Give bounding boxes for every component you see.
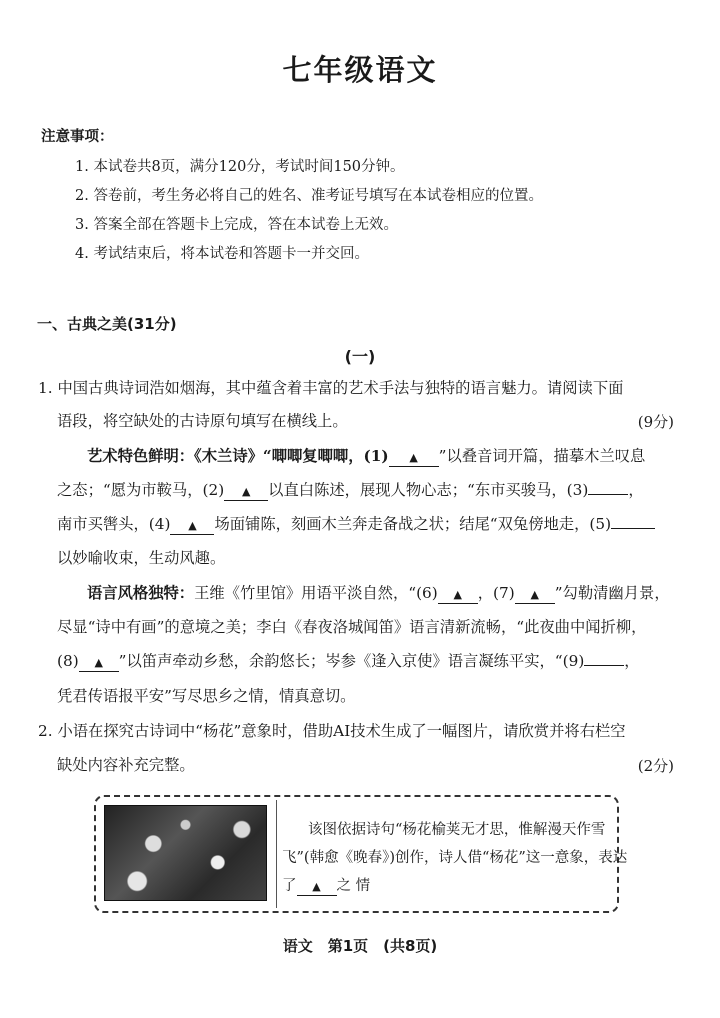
answer-blank — [389, 448, 439, 467]
answer-blank — [588, 494, 628, 495]
q2-box-text: 该图依据诗句“杨花榆荚无才思，惟解漫天作雪 — [308, 822, 606, 838]
q1-p2-label: 语言风格独特： — [87, 584, 195, 602]
q2-stem-line: 缺处内容补充完整。 — [57, 756, 195, 774]
triangle-icon: ▲ — [530, 588, 539, 601]
q1-p1-text: 艺术特色鲜明：《木兰诗》“唧唧复唧唧，(1) — [87, 447, 389, 465]
q1-paragraph-line: 以妙喻收束，生动风趣。 — [57, 549, 226, 567]
page-footer: 语文 第1页 (共8页) — [282, 937, 438, 955]
notice-item: 2. 答卷前，考生务必将自己的姓名、准考证号填写在本试卷相应的位置。 — [75, 188, 543, 204]
q1-p2-text: ”以笛声牵动乡愁，余韵悠长；岑参《逢入京使》语言凝练平实，“(9) — [118, 652, 585, 670]
q2-score: (2分) — [637, 757, 674, 775]
q1-score: (9分) — [637, 413, 674, 431]
triangle-icon: ▲ — [94, 656, 103, 669]
triangle-icon: ▲ — [188, 519, 197, 532]
q1-p2-text: ，(7) — [477, 584, 515, 602]
answer-blank — [297, 878, 337, 896]
notice-item: 4. 考试结束后，将本试卷和答题卡一并交回。 — [75, 246, 369, 262]
exam-title: 七年级语文 — [282, 53, 438, 87]
triangle-icon: ▲ — [409, 451, 418, 464]
q2-box-text: 飞”(韩愈《晚春》)创作，诗人借“杨花”这一意象，表达 — [282, 850, 628, 866]
notice-item: 3. 答案全部在答题卡上完成，答在本试卷上无效。 — [75, 217, 398, 233]
box-divider — [276, 800, 277, 908]
q1-p1-text: 以直白陈述，展现人物心志；“东市买骏马，(3) — [268, 481, 589, 499]
q1-paragraph-line — [57, 514, 655, 535]
q1-p2-text: ”勾勒清幽月景， — [554, 584, 670, 602]
q1-p2-text: 王维《竹里馆》用语平淡自然，“(6) — [194, 584, 438, 602]
q2-box-text: 了 — [282, 878, 297, 894]
answer-blank — [224, 482, 268, 501]
q1-p1-text: ， — [628, 481, 644, 499]
ai-generated-willow-catkin-image — [104, 805, 267, 901]
q1-p1-text: 之态；“愿为市鞍马，(2) — [57, 481, 225, 499]
q1-stem-line: 1. 中国古典诗词浩如烟海，其中蕴含着丰富的艺术手法与独特的语言魅力。请阅读下面 — [38, 379, 624, 397]
notice-heading: 注意事项： — [41, 129, 114, 145]
section-heading: 一、古典之美(31分) — [37, 315, 177, 333]
q1-paragraph-line — [57, 480, 644, 501]
q1-paragraph-line: 凭君传语报平安”写尽思乡之情，情真意切。 — [57, 687, 356, 705]
triangle-icon: ▲ — [312, 880, 321, 893]
q1-p2-text: ， — [624, 652, 640, 670]
answer-blank — [438, 585, 478, 604]
answer-blank — [584, 665, 624, 666]
q1-paragraph-line — [87, 583, 670, 604]
q2-stem-line: 2. 小语在探究古诗词中“杨花”意象时，借助AI技术生成了一幅图片，请欣赏并将右栏空 — [38, 722, 626, 740]
notice-item: 1. 本试卷共8页，满分120分，考试时间150分钟。 — [75, 159, 405, 175]
answer-blank — [515, 585, 555, 604]
q2-box-text — [282, 874, 370, 896]
q1-paragraph-line — [57, 651, 640, 672]
q1-p1-text: ”以叠音词开篇，描摹木兰叹息 — [438, 447, 646, 465]
q1-p1-text: 南市买辔头，(4) — [57, 515, 171, 533]
q1-p2-text: (8) — [57, 652, 79, 670]
q1-p1-text: 场面铺陈，刻画木兰奔走备战之状；结尾“双兔傍地走，(5) — [214, 515, 612, 533]
triangle-icon: ▲ — [241, 485, 251, 498]
triangle-icon: ▲ — [453, 588, 462, 601]
q1-stem-line: 语段，将空缺处的古诗原句填写在横线上。 — [57, 412, 348, 430]
subsection-heading: (一) — [344, 347, 376, 366]
answer-blank — [611, 528, 655, 529]
answer-blank — [79, 653, 119, 672]
q2-box-text: 之 情 — [336, 878, 371, 894]
q1-paragraph-line — [87, 446, 645, 467]
answer-blank — [170, 516, 214, 535]
q1-paragraph-line: 尽显“诗中有画”的意境之美；李白《春夜洛城闻笛》语言清新流畅，“此夜曲中闻折柳， — [57, 618, 647, 636]
